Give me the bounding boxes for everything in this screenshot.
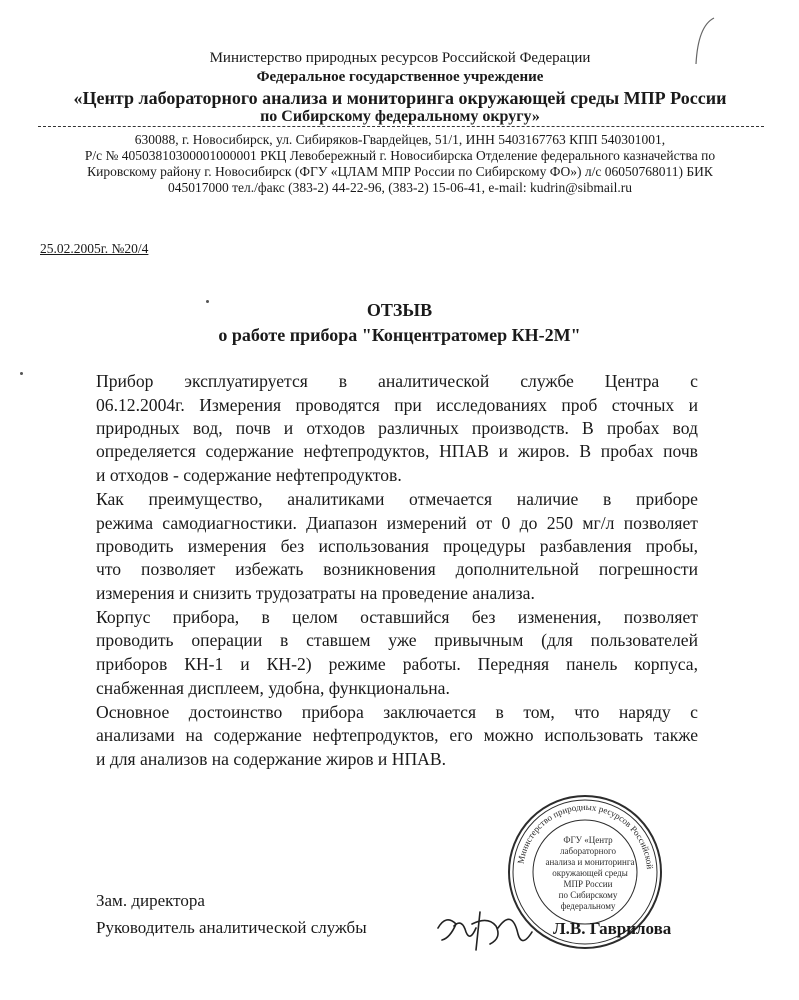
paragraph-1-line-1: Прибор эксплуатируется в аналитической службе Центра с (96, 371, 698, 391)
document-subtitle: о работе прибора "Концентратомер КН-2М" (218, 325, 581, 345)
signer-position-2: Руководитель аналитической службы (96, 918, 367, 937)
stamp-line-1: ФГУ «Центр (563, 835, 613, 845)
paragraph-4-line-3: и для анализов на содержание жиров и НПАВ. (96, 749, 446, 769)
paragraph-4-line-2: анализами на содержание нефтепродуктов, его можно использовать также (96, 725, 698, 745)
institution-region: по Сибирскому федеральному округу» (260, 108, 540, 125)
address-line-3: Кировскому району г. Новосибирск (ФГУ «ЦЛАМ МПР России по Сибирскому ФО») л/с 06050768011) БИК (87, 164, 713, 179)
paragraph-3-line-4: снабженная дисплеем, удобна, функциональна. (96, 678, 450, 698)
signer-position-1: Зам. директора (96, 891, 205, 910)
paragraph-1-line-4: определяется содержание нефтепродуктов, НПАВ и жиров. В пробах почв (96, 441, 698, 461)
paragraph-1-line-2: 06.12.2004г. Измерения проводятся при исследованиях проб сточных и (96, 395, 698, 415)
document-title: ОТЗЫВ (366, 300, 433, 320)
handwritten-signature (432, 898, 552, 958)
paragraph-1-line-3: природных вод, почв и отходов различных производств. В пробах вод (96, 418, 698, 438)
paragraph-2-line-1: Как преимущество, аналитиками отмечается наличие в приборе (96, 489, 698, 509)
stamp-line-6: по Сибирскому (558, 890, 618, 900)
institution-name: «Центр лабораторного анализа и мониторинга окружающей среды МПР России (73, 88, 727, 108)
scan-speck (20, 372, 23, 375)
address-line-4: 045017000 тел./факс (383-2) 44-22-96, (383-2) 15-06-41, e-mail: kudrin@sibmail.ru (167, 180, 633, 195)
stamp-ring-text: Министерство природных ресурсов Российской (515, 801, 655, 870)
signer-name: Л.В. Гаврилова (553, 919, 672, 938)
stamp-line-5: МПР России (563, 879, 613, 889)
paragraph-2-line-5: измерения и снизить трудозатраты на проведение анализа. (96, 583, 535, 603)
paragraph-1-line-5: и отходов - содержание нефтепродуктов. (96, 465, 402, 485)
date-and-number: 25.02.2005г. №20/4 (40, 241, 149, 256)
address-line-1: 630088, г. Новосибирск, ул. Сибиряков-Гвардейцев, 51/1, ИНН 5403167763 КПП 540301001, (134, 132, 666, 147)
header-divider (38, 126, 764, 127)
stamp-line-4: окружающей среды (552, 868, 628, 878)
paragraph-2-line-2: режима самодиагностики. Диапазон измерений от 0 до 250 мг/л позволяет (96, 513, 698, 533)
institution-type: Федеральное государственное учреждение (256, 69, 544, 85)
paragraph-4-line-1: Основное достоинство прибора заключается в том, что наряду с (96, 702, 698, 722)
paragraph-3-line-2: проводить операции в ставшем уже привычным (для пользователей (96, 630, 698, 650)
stamp-line-3: анализа и мониторинга (545, 857, 635, 867)
stamp-line-2: лабораторного (560, 846, 616, 856)
paragraph-3-line-1: Корпус прибора, в целом оставшийся без изменения, позволяет (96, 607, 698, 627)
paragraph-3-line-3: приборов КН-1 и КН-2) режиме работы. Передняя панель корпуса, (96, 654, 698, 674)
address-line-2: Р/с № 40503810300001000001 РКЦ Левобережный г. Новосибирска Отделение федерального казначейства по (84, 148, 716, 163)
scan-speck (206, 300, 209, 303)
paragraph-2-line-3: проводить измерения без использования процедуры разбавления пробы, (96, 536, 698, 556)
paragraph-2-line-4: что позволяет избежать возникновения дополнительной погрешности (96, 559, 698, 579)
ministry-line: Министерство природных ресурсов Российской Федерации (209, 50, 591, 66)
stamp-line-7: федеральному (560, 901, 616, 911)
